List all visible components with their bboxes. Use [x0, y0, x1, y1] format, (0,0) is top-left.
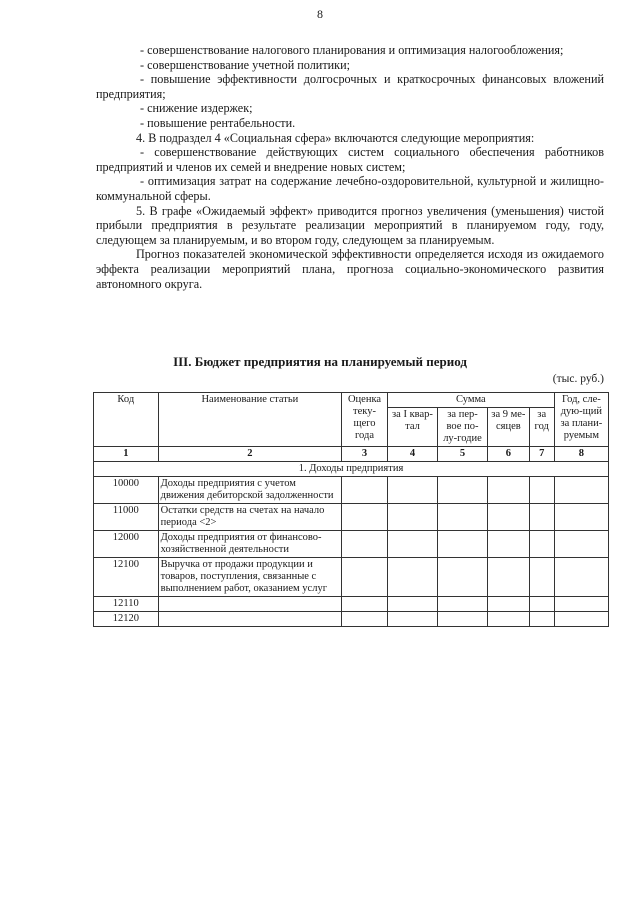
row-value-cell: [342, 531, 388, 558]
row-value-cell: [529, 504, 554, 531]
row-value-cell: [488, 504, 530, 531]
row-code: 12100: [94, 558, 159, 597]
row-code: 12000: [94, 531, 159, 558]
row-value-cell: [342, 558, 388, 597]
row-value-cell: [342, 597, 388, 612]
body-text: [96, 43, 604, 291]
row-value-cell: [554, 612, 608, 627]
row-value-cell: [554, 531, 608, 558]
row-value-cell: [554, 477, 608, 504]
table-row: [94, 558, 609, 597]
paragraph: 4. В подраздел 4 «Социальная сфера» включаются следующие мероприятия:: [136, 130, 535, 145]
row-value-cell: [529, 531, 554, 558]
row-value-cell: [529, 612, 554, 627]
header-first-half: за пер-вое по-лу-годие: [437, 408, 487, 447]
column-number: 6: [488, 447, 530, 462]
row-code: 10000: [94, 477, 159, 504]
row-value-cell: [387, 531, 437, 558]
row-value-cell: [387, 612, 437, 627]
header-year: за год: [529, 408, 554, 447]
header-name: Наименование статьи: [158, 393, 341, 447]
row-value-cell: [342, 504, 388, 531]
row-name: Доходы предприятия с учетом движения дебиторской задолженности: [158, 477, 341, 504]
row-value-cell: [529, 558, 554, 597]
header-sum: Сумма: [387, 393, 554, 408]
row-value-cell: [437, 477, 487, 504]
table-row: [94, 477, 609, 504]
row-value-cell: [437, 612, 487, 627]
column-number-row: [94, 447, 609, 462]
header-estimate: Оценка теку-щего года: [342, 393, 388, 447]
row-value-cell: [488, 531, 530, 558]
row-value-cell: [437, 558, 487, 597]
paragraph: - снижение издержек;: [140, 101, 253, 116]
row-value-cell: [387, 597, 437, 612]
row-value-cell: [554, 558, 608, 597]
column-number: 4: [387, 447, 437, 462]
row-value-cell: [554, 597, 608, 612]
row-name: [158, 612, 341, 627]
row-value-cell: [529, 477, 554, 504]
header-nine-months: за 9 ме-сяцев: [488, 408, 530, 447]
paragraph: - оптимизация затрат на содержание лечебно-оздоровительной, культурной и жилищно-коммунальной сферы.: [96, 174, 604, 203]
row-value-cell: [488, 558, 530, 597]
section-title: III. Бюджет предприятия на планируемый период: [173, 354, 467, 369]
header-q1: за I квар-тал: [387, 408, 437, 447]
row-value-cell: [342, 477, 388, 504]
column-number: 8: [554, 447, 608, 462]
paragraph: - совершенствование налогового планирования и оптимизация налогообложения;: [140, 43, 564, 57]
row-name: [158, 597, 341, 612]
row-value-cell: [488, 612, 530, 627]
row-name: Остатки средств на счетах на начало периода <2>: [158, 504, 341, 531]
row-value-cell: [529, 597, 554, 612]
row-value-cell: [387, 504, 437, 531]
budget-table: [93, 392, 609, 627]
paragraph: - совершенствование учетной политики;: [140, 57, 350, 72]
section-row: 1. Доходы предприятия: [94, 462, 609, 477]
header-next-year: Год, сле-дую-щий за плани-руемым: [554, 393, 608, 447]
table-row: [94, 504, 609, 531]
row-value-cell: [387, 477, 437, 504]
row-value-cell: [488, 477, 530, 504]
paragraph: - повышение эффективности долгосрочных и краткосрочных финансовых вложений предприятия;: [96, 72, 604, 101]
table-row: [94, 597, 609, 612]
paragraph: Прогноз показателей экономической эффективности определяется исходя из ожидаемого эффекта реализации мероприятий плана, прогноза социально-экономического развития автономного округа.: [96, 247, 604, 291]
header-code: Код: [94, 393, 159, 447]
column-number: 2: [158, 447, 341, 462]
column-number: 3: [342, 447, 388, 462]
row-value-cell: [342, 612, 388, 627]
paragraph: - совершенствование действующих систем социального обеспечения работников предприятий и членов их семей и внедрение новых систем;: [96, 145, 604, 174]
column-number: 5: [437, 447, 487, 462]
row-value-cell: [554, 504, 608, 531]
row-code: 12110: [94, 597, 159, 612]
column-number: 1: [94, 447, 159, 462]
row-value-cell: [488, 597, 530, 612]
page-number: 8: [317, 7, 323, 21]
paragraph: - повышение рентабельности.: [140, 115, 296, 130]
table-row: [94, 612, 609, 627]
table-row: [94, 531, 609, 558]
row-value-cell: [437, 531, 487, 558]
row-code: 12120: [94, 612, 159, 627]
row-value-cell: [437, 504, 487, 531]
row-code: 11000: [94, 504, 159, 531]
paragraph: 5. В графе «Ожидаемый эффект» приводится прогноз увеличения (уменьшения) чистой прибыли предприятия в результате реализации мероприятий в планируемом году, году, следующем за планируемым, и во втором году, следующем за планируемым.: [96, 203, 604, 247]
row-name: Доходы предприятия от финансово-хозяйственной деятельности: [158, 531, 341, 558]
column-number: 7: [529, 447, 554, 462]
row-name: Выручка от продажи продукции и товаров, поступления, связанные с выполнением работ, оказанием услуг: [158, 558, 341, 597]
row-value-cell: [387, 558, 437, 597]
units-label: (тыс. руб.): [552, 373, 604, 385]
row-value-cell: [437, 597, 487, 612]
